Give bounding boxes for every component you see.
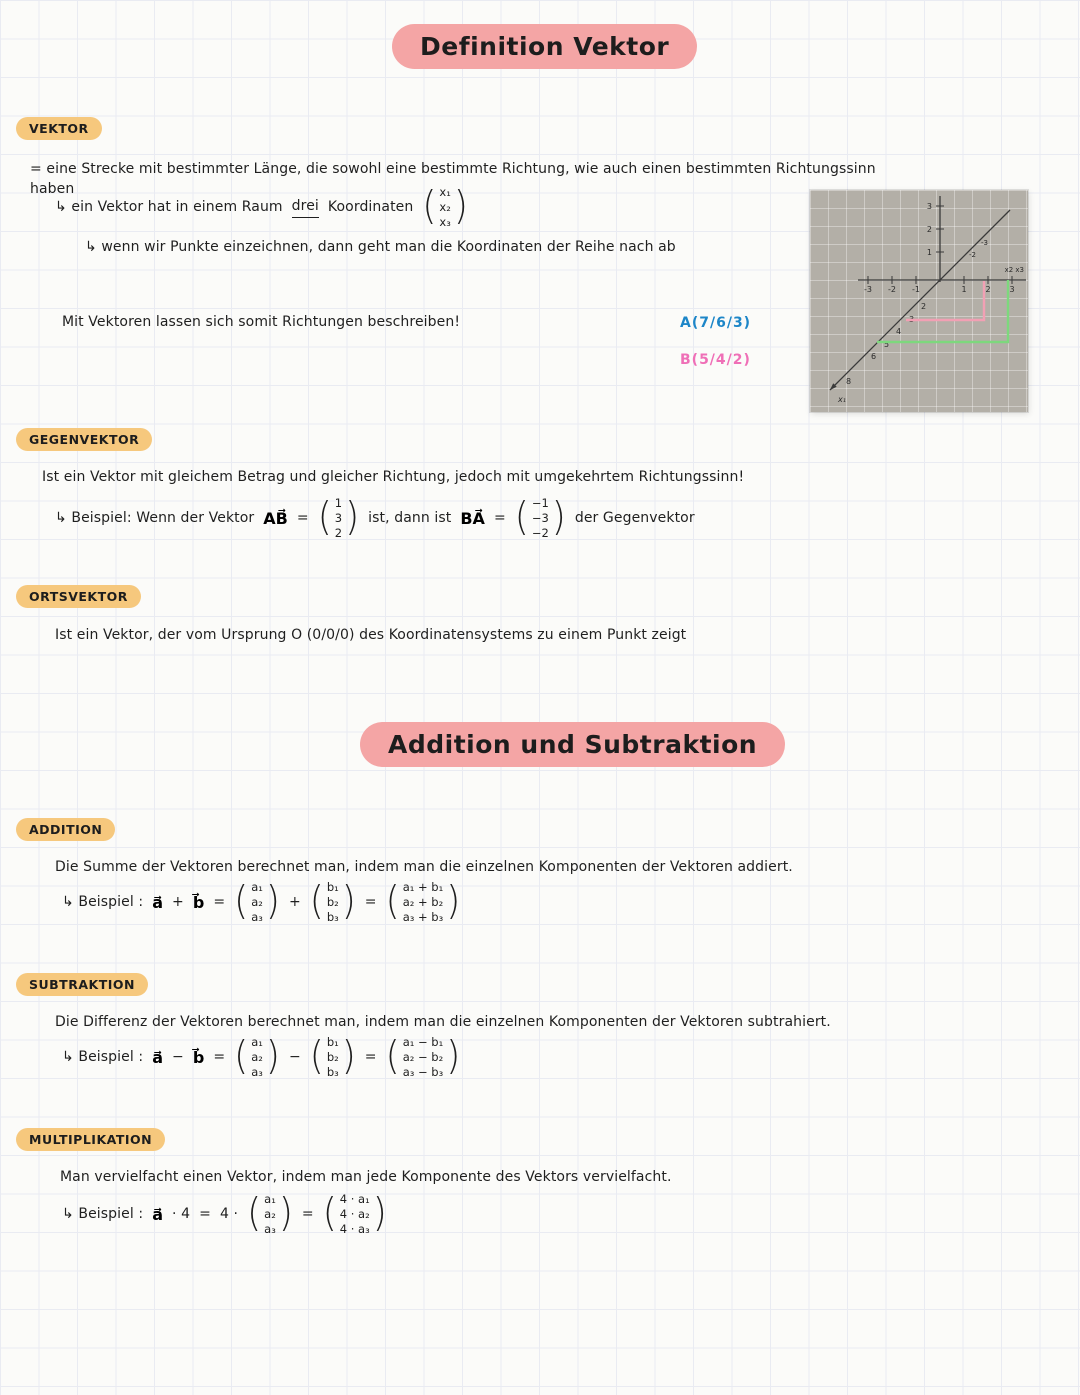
difference-component-2: a₂ − b₂ [402,1049,444,1064]
paren-open: ( [234,1034,249,1080]
addition-example-pre: ↳ Beispiel : [62,893,144,910]
vektor-line2-underlined-word: drei [292,197,319,219]
vtick-label-3: 3 [926,202,932,211]
ab-component-1: 1 [334,496,343,510]
subtraktion-example [62,1035,460,1080]
ab-component-2: 3 [334,510,343,525]
diag-label-6: 6 [871,352,877,361]
vector-b-column [310,880,356,925]
paren-close: ) [446,879,461,925]
vector-a-column [247,1192,293,1237]
b-component-3: b₃ [326,1064,339,1079]
subtraktion-example-pre: ↳ Beispiel : [62,1048,144,1065]
sum-component-1: a₁ + b₁ [402,880,444,894]
multiplikation-example [62,1192,387,1237]
sum-component-2: a₂ + b₂ [402,894,444,909]
section-label-subtraktion: SUBTRAKTION [16,973,148,996]
minus-sign: − [172,1048,184,1065]
equals-sign: = [301,1205,314,1222]
a-component-1: a₁ [264,1192,276,1206]
htick-label-pos2: 2 [985,285,991,294]
addition-definition-line: Die Summe der Vektoren berechnet man, indem man die einzelnen Komponenten der Vektoren addiert. [55,859,793,875]
paren-open: ( [247,1191,262,1237]
vektor-direction-line: Mit Vektoren lassen sich somit Richtungen beschreiben! [62,314,461,330]
b-component-2: b₂ [326,1049,339,1064]
paren-close: ) [265,879,280,925]
difference-component-3: a₃ − b₃ [402,1064,444,1079]
equals-sign: = [493,509,506,526]
vektor-line2-post: Koordinaten [327,198,414,215]
product-component-3: 4 · a₃ [339,1221,370,1236]
b-component-2: b₂ [326,894,339,909]
coord-x2: x₂ [439,199,451,214]
a-component-2: a₂ [251,1049,263,1064]
paren-open: ( [317,495,332,541]
plus-sign: + [288,893,301,910]
diag-upper-label-neg3: -3 [981,239,988,247]
plus-sign: + [172,893,184,910]
htick-label-neg3: -3 [864,285,872,294]
vector-b-name: b⃗ [192,892,205,912]
vektor-line2-pre: ↳ ein Vektor hat in einem Raum [55,198,283,215]
paren-close: ) [278,1191,293,1237]
section-label-vektor: VEKTOR [16,117,102,140]
a-component-1: a₁ [251,880,263,894]
a-component-2: a₂ [264,1206,276,1221]
gegenvektor-example-post: der Gegenvektor [574,509,695,526]
vector-a-name: a⃗ [152,1204,164,1224]
equals-sign: = [364,1048,377,1065]
diag-label-8: 8 [846,377,852,386]
equals-sign: = [199,1205,211,1222]
ab-component-3: 2 [334,525,343,540]
sum-component-3: a₃ + b₃ [402,909,444,924]
point-a-label: A(7/6/3) [680,315,752,331]
equals-sign: = [296,509,309,526]
htick-label-neg1: -1 [912,285,920,294]
gegenvektor-example [55,496,695,541]
vector-a-name: a⃗ [152,892,164,912]
vtick-label-2: 2 [926,225,932,234]
vtick-label-1: 1 [926,248,932,257]
product-component-2: 4 · a₂ [339,1206,370,1221]
vector-ba-name: BA⃗ [460,508,485,528]
ba-component-2: −3 [531,510,549,525]
multiplikation-definition-line: Man vervielfacht einen Vektor, indem man jede Komponente des Vektors vervielfacht. [60,1169,672,1185]
paren-open: ( [309,879,324,925]
paren-open: ( [422,184,437,230]
a-component-3: a₃ [264,1221,276,1236]
vector-a-column [234,880,280,925]
coord-x1: x₁ [439,185,451,199]
vector-b-column [310,1035,356,1080]
coordinate-system-graph [810,190,1028,412]
scalar-factor: 4 · [219,1205,239,1222]
paren-open: ( [385,879,400,925]
vector-b-name: b⃗ [192,1047,205,1067]
b-component-1: b₁ [326,1035,339,1049]
gegenvektor-definition-line: Ist ein Vektor mit gleichem Betrag und gleicher Richtung, jedoch mit umgekehrtem Richtungssinn! [42,469,745,485]
vector-ab-column [318,496,359,541]
a-component-2: a₂ [251,894,263,909]
paren-close: ) [265,1034,280,1080]
product-component-1: 4 · a₁ [339,1192,370,1206]
difference-result-column [386,1035,461,1080]
vektor-plot-hint-line: ↳ wenn wir Punkte einzeichnen, dann geht man die Koordinaten der Reihe nach ab [85,239,676,255]
times-4-operator: · 4 [172,1205,191,1222]
vector-ba-column [515,496,566,541]
point-b-label: B(5/4/2) [680,352,751,368]
addition-example [62,880,460,925]
equals-sign: = [364,893,377,910]
a-component-3: a₃ [251,1064,263,1079]
vektor-coordinates-line [55,185,468,230]
minus-sign: − [288,1048,301,1065]
paren-open: ( [309,1034,324,1080]
diag-label-5: 5 [884,340,890,349]
paren-close: ) [453,184,468,230]
b-component-3: b₃ [326,909,339,924]
htick-label-pos3: 3 [1009,285,1015,294]
coordinate-system-photo [810,190,1028,412]
equals-sign: = [213,893,226,910]
section-label-gegenvektor: GEGENVEKTOR [16,428,152,451]
equals-sign: = [213,1048,226,1065]
b-component-1: b₁ [326,880,339,894]
vector-a-column [234,1035,280,1080]
paren-close: ) [341,1034,356,1080]
diag-upper-label-neg2: -2 [969,251,976,259]
paren-open: ( [385,1034,400,1080]
x1-axis-label: x₁ [838,395,846,404]
paren-close: ) [341,879,356,925]
subtraktion-definition-line: Die Differenz der Vektoren berechnet man, indem man die einzelnen Komponenten der Vektoren subtrahiert. [55,1014,831,1030]
section-label-addition: ADDITION [16,818,115,841]
ba-component-3: −2 [531,525,549,540]
a-component-1: a₁ [251,1035,263,1049]
paren-open: ( [322,1191,337,1237]
coord-x3: x₃ [439,214,451,229]
htick-label-pos1: 1 [961,285,967,294]
multiplikation-example-pre: ↳ Beispiel : [62,1205,144,1222]
diag-label-2: 2 [921,302,927,311]
product-result-column [323,1192,387,1237]
section-label-ortsvektor: ORTSVEKTOR [16,585,141,608]
second-page-title: Addition und Subtraktion [360,722,785,767]
sum-result-column [386,880,461,925]
page-title: Definition Vektor [392,24,697,69]
difference-component-1: a₁ − b₁ [402,1035,444,1049]
paren-open: ( [234,879,249,925]
paren-close: ) [372,1191,387,1237]
paren-close: ) [345,495,360,541]
a-component-3: a₃ [251,909,263,924]
diag-label-3: 3 [909,315,915,324]
ba-component-1: −1 [531,496,549,510]
horizontal-axis-label: x2 x3 [1004,266,1024,274]
htick-label-neg2: -2 [888,285,896,294]
ortsvektor-definition-line: Ist ein Vektor, der vom Ursprung O (0/0/0) des Koordinatensystems zu einem Punkt zeigt [55,627,687,643]
gegenvektor-example-mid: ist, dann ist [368,509,452,526]
paren-close: ) [551,495,566,541]
paren-open: ( [514,495,529,541]
vector-ab-name: AB⃗ [263,508,288,528]
gegenvektor-example-pre: ↳ Beispiel: Wenn der Vektor [55,509,255,526]
coordinates-column-vector [422,185,468,230]
vector-a-name: a⃗ [152,1047,164,1067]
section-label-multiplikation: MULTIPLIKATION [16,1128,165,1151]
paren-close: ) [446,1034,461,1080]
diag-label-4: 4 [896,327,902,336]
vektor-definition-line: = eine Strecke mit bestimmter Länge, die sowohl eine bestimmte Richtung, wie auch einen bestimmten Richtungssinn haben [30,161,876,197]
